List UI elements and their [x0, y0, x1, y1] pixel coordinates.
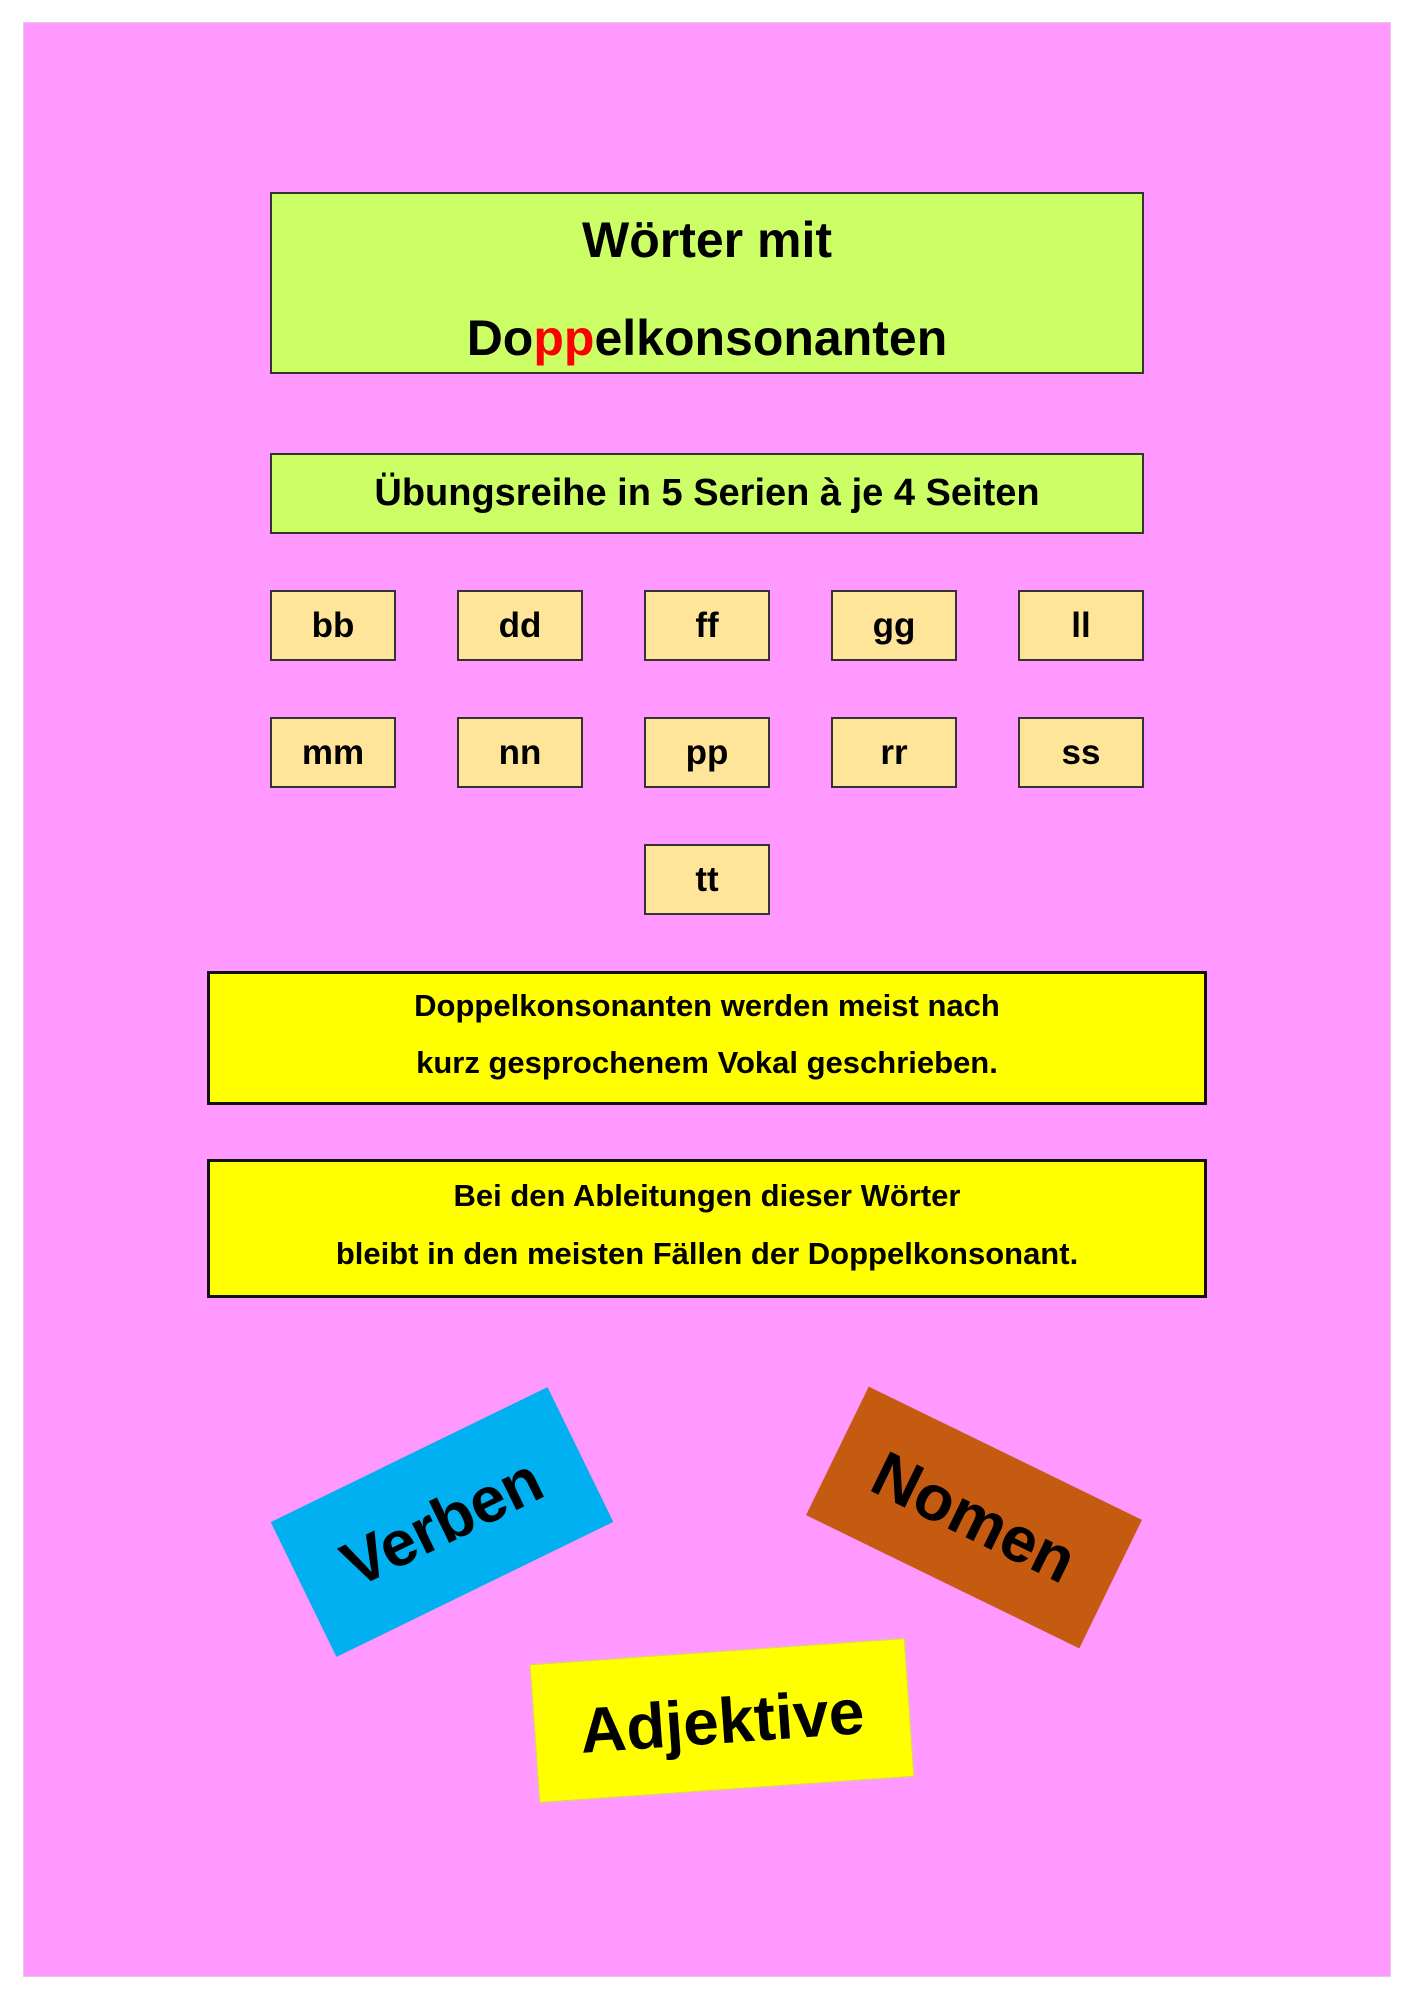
- rule-box-1: [207, 971, 1207, 1105]
- title-line-1: Wörter mit: [582, 212, 832, 268]
- letter-pair-bb: bb: [270, 590, 396, 661]
- letter-pair-ss: ss: [1018, 717, 1144, 788]
- rule-1-line-1: Doppelkonsonanten werden meist nach: [414, 988, 1000, 1023]
- letter-pair-rr: rr: [831, 717, 957, 788]
- letter-pair-pp: pp: [644, 717, 770, 788]
- rule-2-line-2: bleibt in den meisten Fällen der Doppelkonsonant.: [335, 1236, 1079, 1271]
- title-box: [270, 192, 1144, 374]
- letter-pair-ll: ll: [1018, 590, 1144, 661]
- rule-box-2: [207, 1159, 1207, 1298]
- title-line-2: [272, 306, 1142, 370]
- nouns-tag: Nomen: [806, 1387, 1142, 1649]
- title-highlight: pp: [533, 310, 595, 366]
- verbs-tag: Verben: [271, 1387, 614, 1657]
- letter-pair-nn: nn: [457, 717, 583, 788]
- title-suffix: elkonsonanten: [594, 310, 948, 366]
- letter-pair-tt: tt: [644, 844, 770, 915]
- title-prefix: Do: [466, 310, 534, 366]
- letter-pair-gg: gg: [831, 590, 957, 661]
- letter-pair-mm: mm: [270, 717, 396, 788]
- letter-pair-ff: ff: [644, 590, 770, 661]
- series-info: Übungsreihe in 5 Serien à je 4 Seiten: [270, 453, 1144, 534]
- rule-2-line-1: Bei den Ableitungen dieser Wörter: [453, 1178, 961, 1213]
- adjectives-tag: Adjektive: [530, 1638, 915, 1803]
- letter-pair-dd: dd: [457, 590, 583, 661]
- rule-1-line-2: kurz gesprochenem Vokal geschrieben.: [416, 1045, 998, 1080]
